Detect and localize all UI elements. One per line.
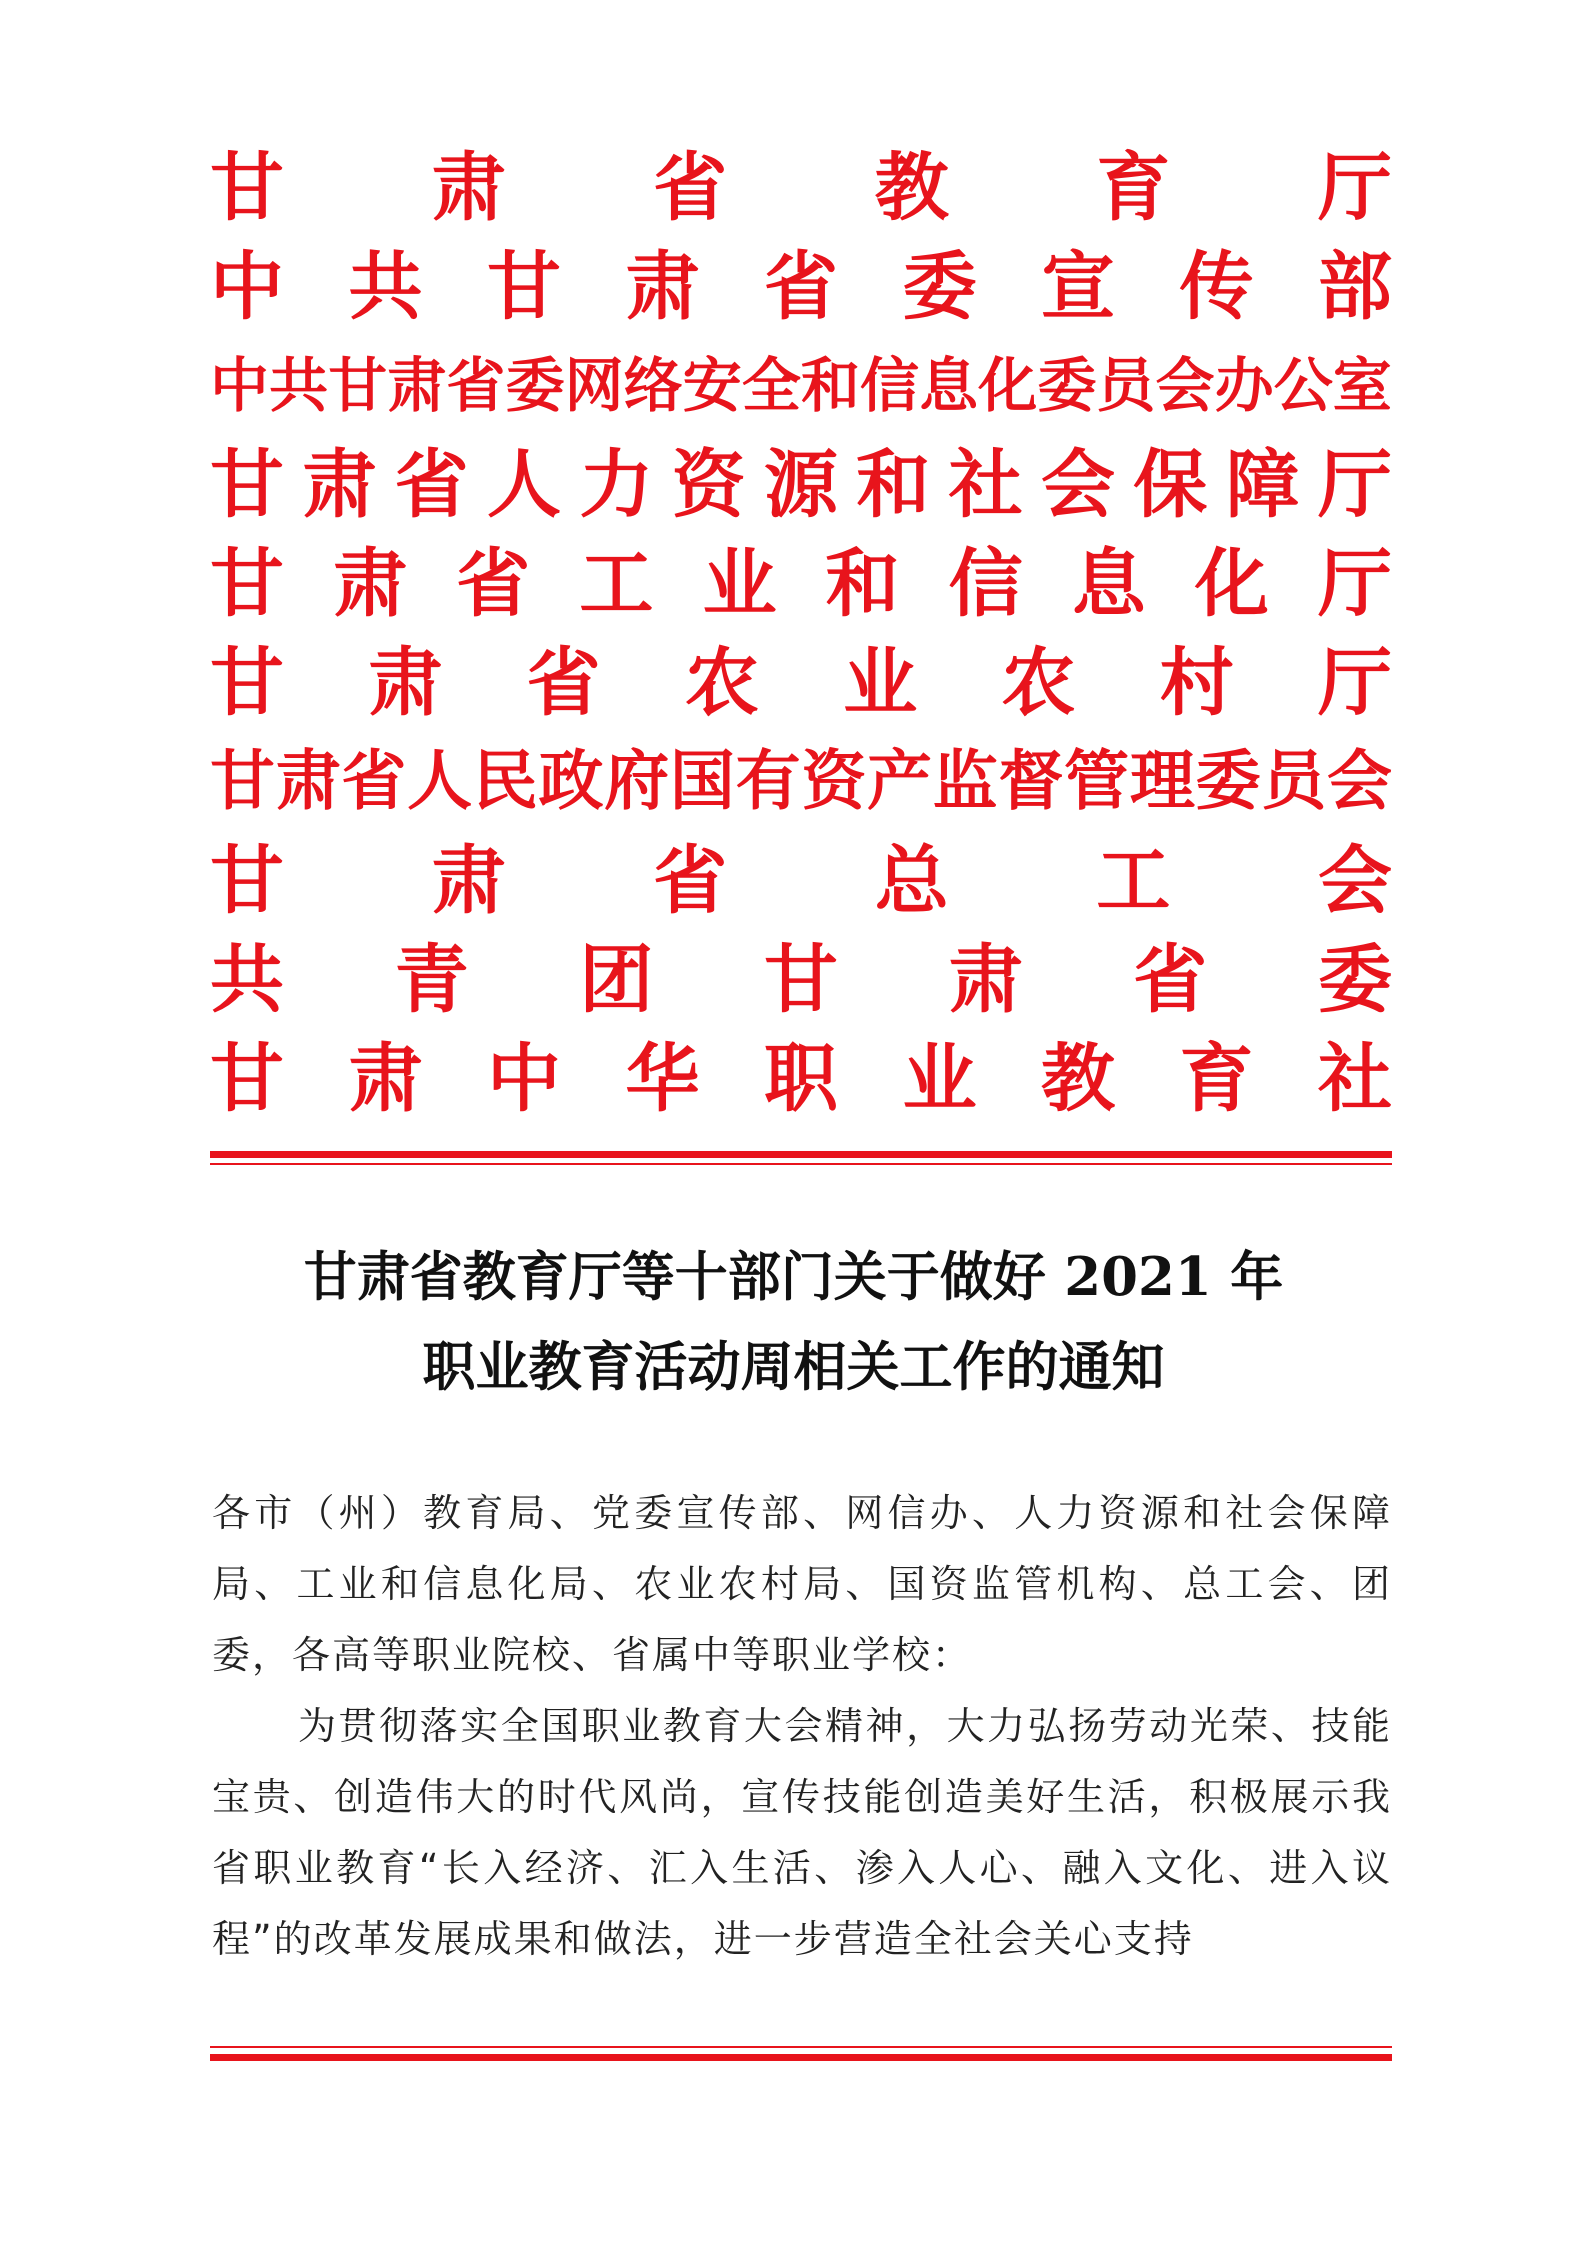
issuing-organizations <box>210 138 1392 1128</box>
org-char: 网 <box>564 351 624 420</box>
org-char: 村 <box>1159 639 1234 726</box>
org-char: 肃 <box>948 936 1023 1023</box>
org-char: 社 <box>1318 1035 1392 1122</box>
org-char: 省 <box>341 743 407 819</box>
org-char: 教 <box>874 144 949 231</box>
addressee-paragraph: 各市（州）教育局、党委宣传部、网信办、人力资源和社会保障局、工业和信息化局、农业农村局、国资监管机构、总工会、团委，各高等职业院校、省属中等职业学校： <box>212 1491 1392 1677</box>
org-char: 肃 <box>625 243 700 330</box>
org-char: 厅 <box>1317 144 1392 231</box>
org-char: 有 <box>735 743 801 819</box>
org-char: 省 <box>653 144 728 231</box>
org-char: 甘 <box>328 351 388 420</box>
org-char: 人 <box>486 441 561 528</box>
org-char: 和 <box>800 351 860 420</box>
org-char: 化 <box>1194 540 1269 627</box>
org-char: 和 <box>856 441 931 528</box>
org-char: 肃 <box>431 144 506 231</box>
org-char: 育 <box>1096 144 1171 231</box>
org-char: 省 <box>1133 936 1208 1023</box>
org-char: 工 <box>579 540 654 627</box>
org-char: 华 <box>625 1035 700 1122</box>
org-char: 中 <box>487 1035 561 1122</box>
org-char: 工 <box>1096 837 1171 924</box>
org-char: 业 <box>702 540 777 627</box>
org-char: 国 <box>669 743 735 819</box>
org-char: 中 <box>210 351 270 420</box>
org-char: 委 <box>902 243 977 330</box>
org-char: 共 <box>269 351 329 420</box>
org-char: 委 <box>1317 936 1392 1023</box>
org-char: 省 <box>456 540 531 627</box>
org-char: 室 <box>1332 351 1392 420</box>
org-char: 业 <box>902 1035 977 1122</box>
footer-divider-thick <box>210 2054 1392 2061</box>
org-char: 甘 <box>210 639 284 726</box>
org-char: 社 <box>948 441 1023 528</box>
org-char: 省 <box>446 351 506 420</box>
org-char: 厅 <box>1317 441 1392 528</box>
org-char: 共 <box>210 936 284 1023</box>
org-char: 资 <box>671 441 746 528</box>
org-line <box>210 138 1392 237</box>
org-char: 委 <box>505 351 565 420</box>
org-char: 理 <box>1129 743 1195 819</box>
org-char: 会 <box>1317 837 1392 924</box>
org-char: 息 <box>919 351 979 420</box>
org-line <box>210 237 1392 336</box>
org-char: 肃 <box>275 743 341 819</box>
org-char: 省 <box>526 639 601 726</box>
org-char: 总 <box>874 837 949 924</box>
document-title <box>0 1232 1587 1412</box>
org-char: 源 <box>763 441 838 528</box>
org-line <box>210 732 1392 831</box>
org-char: 教 <box>1041 1035 1115 1122</box>
org-char: 府 <box>604 743 670 819</box>
org-char: 障 <box>1225 441 1300 528</box>
org-char: 农 <box>684 639 759 726</box>
org-char: 甘 <box>210 1035 284 1122</box>
org-char: 信 <box>948 540 1023 627</box>
org-char: 公 <box>1273 351 1333 420</box>
org-char: 信 <box>860 351 920 420</box>
org-char: 力 <box>579 441 654 528</box>
header-divider-thin <box>210 1163 1392 1165</box>
org-char: 络 <box>623 351 683 420</box>
document-title-line-1: 甘肃省教育厅等十部门关于做好 2021 年 <box>303 1246 1284 1308</box>
body-paragraph: 为贯彻落实全国职业教育大会精神，大力弘扬劳动光荣、技能宝贵、创造伟大的时代风尚，宣传技能创造美好生活，积极展示我省职业教育“长入经济、汇入生活、渗入人心、融入文化、进入议程”的改革发展成果和做法，进一步营造全社会关心支持 <box>212 1704 1392 1961</box>
org-char: 部 <box>1318 243 1392 330</box>
org-char: 甘 <box>210 144 284 231</box>
org-char: 资 <box>801 743 867 819</box>
org-line <box>210 930 1392 1029</box>
org-char: 员 <box>1096 351 1156 420</box>
org-char: 厅 <box>1317 639 1392 726</box>
org-char: 甘 <box>487 243 561 330</box>
document-body <box>212 1478 1392 1975</box>
org-char: 委 <box>1037 351 1097 420</box>
org-char: 甘 <box>210 540 284 627</box>
org-char: 青 <box>394 936 469 1023</box>
org-char: 息 <box>1071 540 1146 627</box>
org-char: 团 <box>579 936 654 1023</box>
org-char: 督 <box>998 743 1064 819</box>
org-char: 肃 <box>368 639 443 726</box>
org-char: 肃 <box>302 441 377 528</box>
org-char: 肃 <box>348 1035 423 1122</box>
footer-divider-thin <box>210 2046 1392 2048</box>
org-char: 省 <box>653 837 728 924</box>
org-char: 全 <box>741 351 801 420</box>
document-title-line-2: 职业教育活动周相关工作的通知 <box>422 1336 1165 1398</box>
org-char: 省 <box>764 243 838 330</box>
org-char: 共 <box>348 243 423 330</box>
org-char: 保 <box>1133 441 1208 528</box>
org-char: 肃 <box>431 837 506 924</box>
org-char: 厅 <box>1317 540 1392 627</box>
org-char: 甘 <box>210 441 284 528</box>
org-char: 人 <box>407 743 473 819</box>
org-char: 会 <box>1155 351 1215 420</box>
org-char: 传 <box>1179 243 1254 330</box>
org-line <box>210 336 1392 435</box>
org-line <box>210 1029 1392 1128</box>
org-char: 肃 <box>333 540 408 627</box>
org-char: 和 <box>825 540 900 627</box>
org-char: 中 <box>210 243 284 330</box>
header-divider-thick <box>210 1151 1392 1158</box>
org-char: 肃 <box>387 351 447 420</box>
org-char: 农 <box>1001 639 1076 726</box>
org-char: 政 <box>538 743 604 819</box>
org-char: 育 <box>1179 1035 1254 1122</box>
org-char: 职 <box>764 1035 838 1122</box>
org-char: 产 <box>867 743 933 819</box>
org-char: 甘 <box>763 936 838 1023</box>
org-line <box>210 435 1392 534</box>
org-char: 民 <box>472 743 538 819</box>
org-line <box>210 534 1392 633</box>
org-char: 甘 <box>210 837 284 924</box>
org-line <box>210 831 1392 930</box>
org-char: 员 <box>1261 743 1327 819</box>
org-char: 业 <box>843 639 918 726</box>
org-char: 监 <box>932 743 998 819</box>
org-char: 化 <box>978 351 1038 420</box>
org-char: 宣 <box>1041 243 1115 330</box>
org-char: 办 <box>1214 351 1274 420</box>
org-char: 会 <box>1040 441 1115 528</box>
org-char: 管 <box>1064 743 1130 819</box>
org-char: 委 <box>1195 743 1261 819</box>
org-line <box>210 633 1392 732</box>
org-char: 会 <box>1326 743 1392 819</box>
org-char: 甘 <box>210 743 276 819</box>
org-char: 省 <box>394 441 469 528</box>
org-char: 安 <box>682 351 742 420</box>
